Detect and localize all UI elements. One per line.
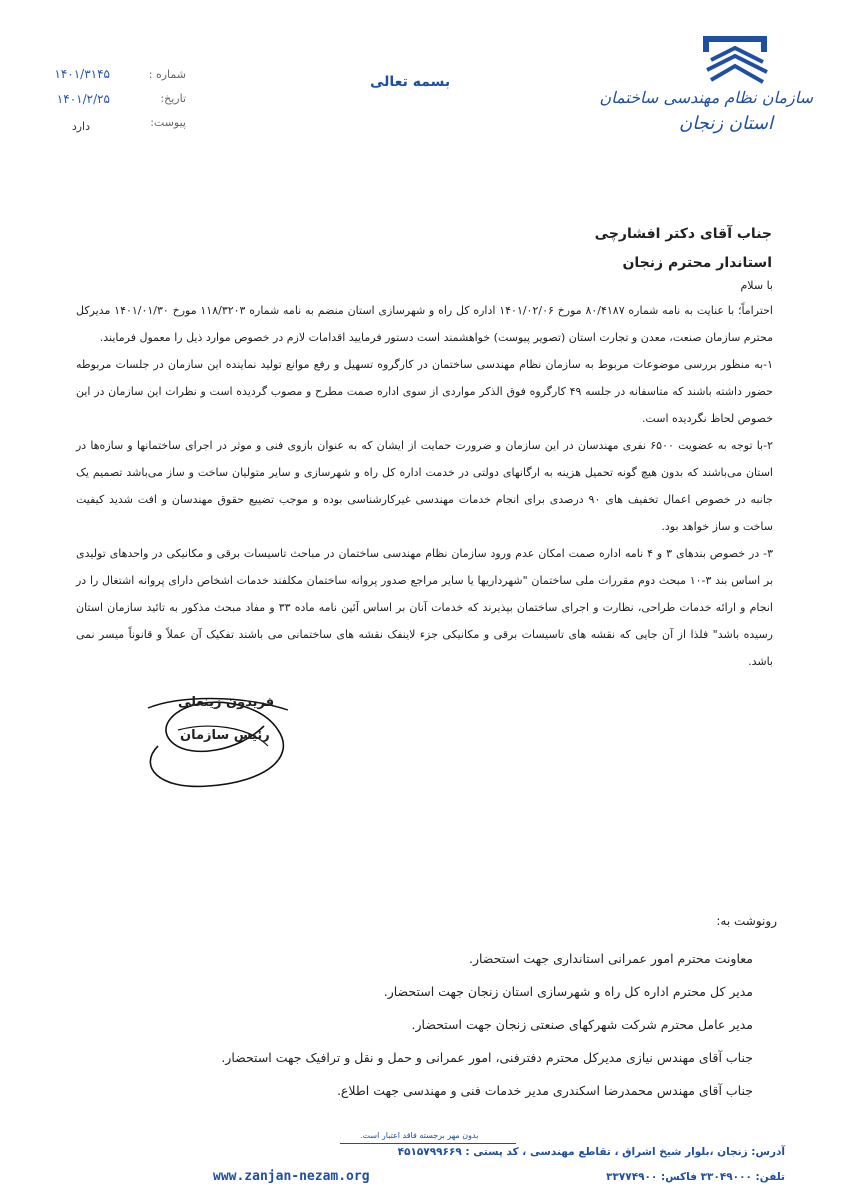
attachment-label: پیوست:: [150, 116, 186, 129]
org-name-line2: استان زنجان: [679, 113, 773, 134]
org-name-line1: سازمان نظام مهندسی ساختمان: [599, 88, 813, 107]
footer-phones: تلفن: ۳۳۰۴۹۰۰۰ فاکس: ۳۳۷۷۴۹۰۰: [606, 1171, 785, 1183]
footer-note: بدون مهر برجسته فاقد اعتبار است.: [360, 1131, 479, 1140]
greeting: با سلام: [740, 279, 773, 292]
paragraph-2: ۲-با توجه به عضویت ۶۵۰۰ نفری مهندسان در این سازمان و ضرورت حمایت از ایشان که به عنوان بازوی فنی و موثر در اجرای ساختمانها و سازه‌ها در استان می‌باشند که بدون هیچ گونه تحمیل هزینه به ارگانهای دولتی در خدمت اداره کل راه و شهرسازی و سایر متولیان ساخت و ساز می‌باشد تصمیم یک جانبه در خصوص اعمال تخفیف های ۹۰ درصدی برای انجام خدمات مهندسی غیرکارشناسی بوده و موجب تضییع حقوق مهندسان و افت شدید کیفیت ساخت و ساز خواهد بود.: [76, 439, 773, 533]
date-label: تاریخ:: [160, 92, 186, 105]
list-item: جناب آقای مهندس نیازی مدیرکل محترم دفترفنی، امور عمرانی و حمل و نقل و ترافیک جهت استحضار.: [221, 1050, 753, 1065]
list-item: معاونت محترم امور عمرانی استانداری جهت استحضار.: [468, 951, 753, 966]
list-item: مدیر کل محترم اداره کل راه و شهرسازی استان زنجان جهت استحضار.: [383, 984, 753, 999]
footer-address: آدرس: زنجان ،بلوار شیخ اشراق ، تقاطع مهندسی ، کد پستی : ۴۵۱۵۷۹۹۶۶۹: [397, 1146, 785, 1158]
recipient-title: استاندار محترم زنجان: [622, 255, 772, 271]
copies-title: رونوشت به:: [716, 914, 777, 928]
footer-divider: [340, 1143, 516, 1144]
copies-list: [221, 942, 753, 1107]
signer-title: رئیس سازمان: [180, 728, 270, 743]
number-value: ۱۴۰۱/۳۱۴۵: [54, 67, 110, 81]
date-value: ۱۴۰۱/۲/۲۵: [56, 92, 110, 106]
list-item: جناب آقای مهندس محمدرضا اسکندری مدیر خدمات فنی و مهندسی جهت اطلاع.: [336, 1083, 753, 1098]
paragraph-1: ۱-به منظور بررسی موضوعات مربوط به سازمان نظام مهندسی ساختمان در کارگروه تسهیل و رفع موانع تولید نماینده این سازمان در جلسات مربوطه حضور داشته باشند که متاسفانه در جلسه ۴۹ کارگروه فوق الذکر مواردی از سوی اداره صمت مطرح و مصوب گردیده است و نظرات این سازمان در این خصوص لحاظ نگردیده است.: [76, 358, 773, 425]
bismillah: بسمه تعالی: [370, 74, 451, 90]
letter-body: [76, 297, 773, 675]
signer-name: فریدون زینعلی: [178, 695, 275, 710]
paragraph-intro: احتراماً؛ با عنایت به نامه شماره ۸۰/۴۱۸۷ مورخ ۱۴۰۱/۰۲/۰۶ اداره کل راه و شهرسازی استان منضم به نامه شماره ۱۱۸/۳۲۰۳ مورخ ۱۴۰۱/۰۱/۳۰ مدیرکل محترم سازمان صنعت، معدن و تجارت استان (تصویر پیوست) خواهشمند است دستور فرمایید اقدامات لازم در خصوص موارد ذیل را معمول فرمایند.: [76, 304, 773, 344]
recipient-name: جناب آقای دکتر افشارچی: [594, 226, 772, 242]
paragraph-3: ۳- در خصوص بندهای ۳ و ۴ نامه اداره صمت امکان عدم ورود سازمان نظام مهندسی ساختمان در مباحث تاسیسات برقی و مکانیکی در واحدهای تولیدی بر اساس بند ۳-۱۰ مبحث دوم مقررات ملی ساختمان "شهرداریها یا سایر مراجع صدور پروانه ساختمان مکلفند خدمات اشخاص دارای پروانه اشتغال را در انجام و ارائه خدمات طراحی، نظارت و اجرای ساختمان بپذیرند که خدمات آنان بر اساس آئین نامه ماده ۳۳ و مفاد مبحث مذکور به تائید سازمان استان رسیده باشد" فلذا از آن جایی که نقشه های تاسیسات برقی و مکانیکی جزء لاینفک نقشه های ساختمانی می باشند تفکیک آن عملاً و قانوناً میسر نمی باشد.: [76, 547, 774, 668]
org-name: [599, 88, 813, 134]
footer-website[interactable]: www.zanjan-nezam.org: [213, 1169, 370, 1184]
org-logo-icon: [697, 30, 773, 90]
number-label: شماره :: [148, 68, 186, 81]
attachment-value: دارد: [71, 120, 90, 133]
list-item: مدیر عامل محترم شرکت شهرکهای صنعتی زنجان جهت استحضار.: [411, 1017, 753, 1032]
